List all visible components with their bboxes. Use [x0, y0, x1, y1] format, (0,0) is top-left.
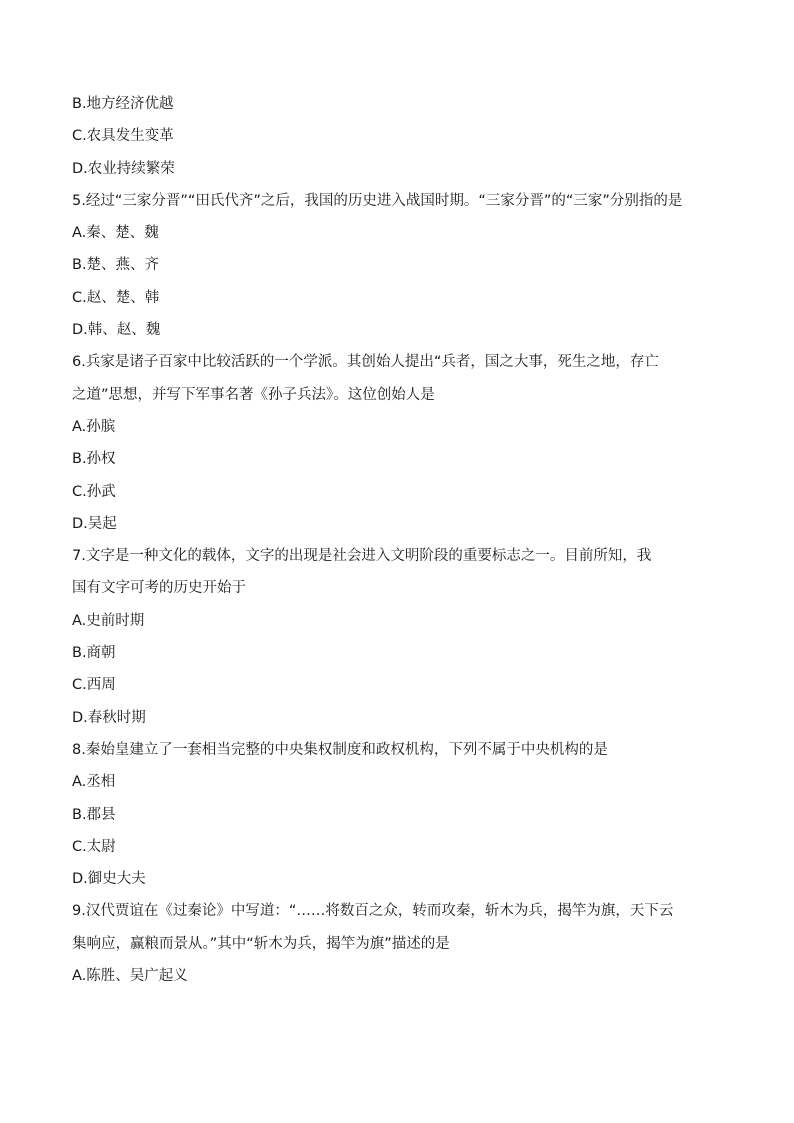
question-5	[72, 189, 722, 342]
option-a: A.孙膑	[72, 418, 116, 435]
question-7	[72, 544, 722, 729]
option-a: A.史前时期	[72, 612, 145, 629]
option-c: C.西周	[72, 677, 116, 694]
question-stem: 8.秦始皇建立了一套相当完整的中央集权制度和政权机构，下列不属于中央机构的是	[72, 741, 608, 758]
question-content	[72, 92, 722, 996]
question-stem: 之道”思想，并写下军事名著《孙子兵法》。这位创始人是	[72, 386, 435, 403]
option-a: A.陈胜、吴广起义	[72, 968, 188, 985]
option-b: B.孙权	[72, 451, 116, 468]
option-b: B.商朝	[72, 645, 116, 662]
question-stem: 5.经过“三家分晋”“田氏代齐”之后，我国的历史进入战国时期。“三家分晋”的“三家”分别指的是	[72, 192, 683, 209]
option-b: B.郡县	[72, 806, 116, 823]
question-9	[72, 899, 722, 988]
question-6	[72, 350, 722, 535]
option-d: D.吴起	[72, 515, 117, 532]
question-stem: 9.汉代贾谊在《过秦论》中写道：“……将数百之众，转而攻秦，斩木为兵，揭竿为旗，天下云	[72, 903, 674, 920]
option-b: B.楚、燕、齐	[72, 257, 160, 274]
question-stem: 国有文字可考的历史开始于	[72, 580, 246, 597]
question-stem: 集响应，赢粮而景从。”其中“斩木为兵，揭竿为旗”描述的是	[72, 935, 450, 952]
option-c: C.太尉	[72, 838, 116, 855]
option-a: A.秦、楚、魏	[72, 225, 159, 242]
option-d: D.韩、赵、魏	[72, 322, 161, 339]
question-8	[72, 738, 722, 891]
option-b: B.地方经济优越	[72, 96, 174, 112]
option-c: C.农具发生变革	[72, 128, 174, 145]
question-stem: 6.兵家是诸子百家中比较活跃的一个学派。其创始人提出“兵者，国之大事，死生之地，存亡	[72, 354, 659, 371]
option-d: D.御史大夫	[72, 871, 146, 888]
question-stem: 7.文字是一种文化的载体，文字的出现是社会进入文明阶段的重要标志之一。目前所知，我	[72, 548, 652, 565]
option-c: C.赵、楚、韩	[72, 289, 160, 306]
option-d: D.农业持续繁荣	[72, 160, 175, 177]
option-a: A.丞相	[72, 774, 116, 791]
option-d: D.春秋时期	[72, 709, 146, 726]
option-c: C.孙武	[72, 483, 116, 500]
